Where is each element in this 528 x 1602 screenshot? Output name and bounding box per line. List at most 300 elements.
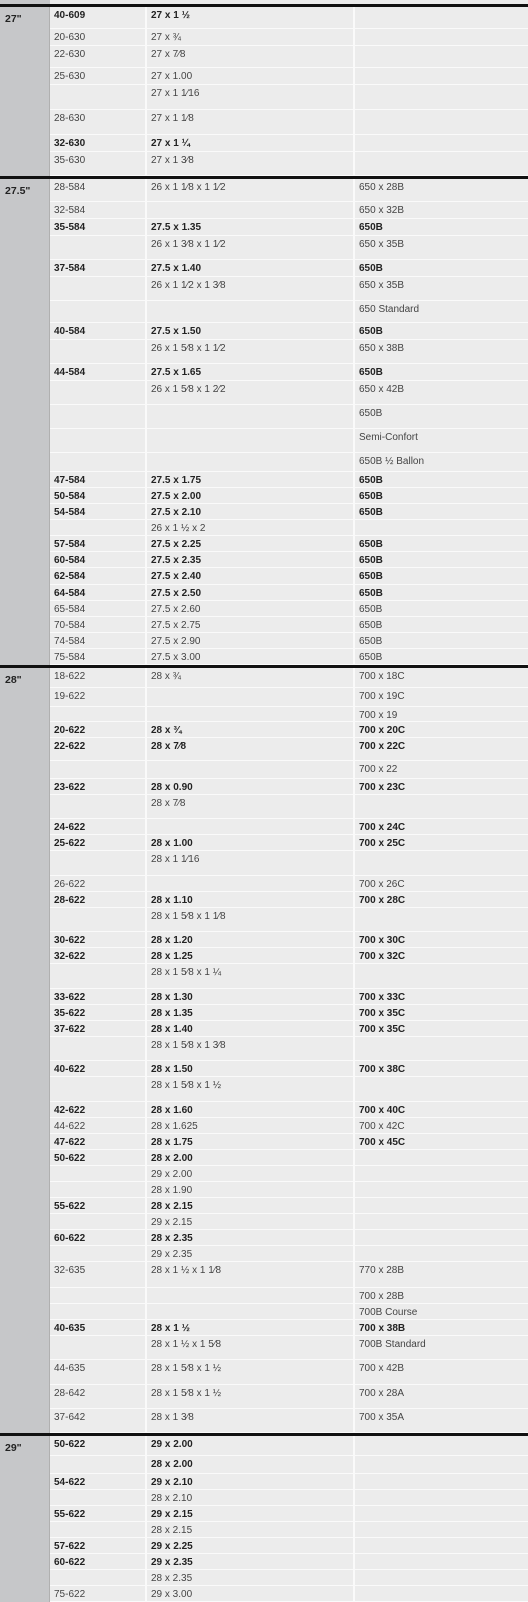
inch-size-cell: 27.5 x 2.40 xyxy=(147,568,355,584)
french-size-cell: 650B xyxy=(359,408,383,419)
inch-size-cell: 28 x 1.35 xyxy=(147,1005,355,1020)
french-size-cell xyxy=(355,1037,528,1060)
table-row xyxy=(50,908,528,932)
inch-size-cell xyxy=(147,405,355,428)
table-row xyxy=(50,876,528,892)
french-size-cell: 650B xyxy=(359,636,383,647)
french-size-cell: 650 x 35B xyxy=(359,239,405,250)
french-size-cell: 700 x 22C xyxy=(359,741,406,752)
french-size-cell: 700 x 42B xyxy=(359,1363,405,1374)
table-row xyxy=(50,779,528,795)
table-row xyxy=(50,1409,528,1433)
etrto-cell: 40-584 xyxy=(50,323,147,339)
inch-size-cell: 27 x 1 1⁄16 xyxy=(147,85,355,109)
etrto-cell: 40-635 xyxy=(50,1320,147,1335)
table-row xyxy=(50,1037,528,1061)
table-row xyxy=(50,738,528,761)
etrto-cell: 32-584 xyxy=(50,202,147,218)
etrto-cell: 28-630 xyxy=(50,110,147,134)
french-size-cell: 650 x 38B xyxy=(359,343,405,354)
table-row xyxy=(50,668,528,688)
etrto-cell: 40-609 xyxy=(50,7,147,28)
table-row xyxy=(50,1077,528,1102)
etrto-cell xyxy=(50,429,147,452)
table-row xyxy=(50,1198,528,1214)
table-row xyxy=(50,1214,528,1230)
etrto-cell: 47-584 xyxy=(50,472,147,487)
wheel-size-group xyxy=(0,1436,528,1602)
table-row xyxy=(50,1385,528,1409)
wheel-size-label: 29" xyxy=(0,1436,50,1602)
etrto-cell xyxy=(50,453,147,471)
inch-size-cell xyxy=(147,688,355,706)
size-rows xyxy=(50,179,528,665)
etrto-cell: 35-630 xyxy=(50,152,147,175)
french-size-cell: 700 x 45C xyxy=(359,1137,406,1148)
etrto-cell: 44-635 xyxy=(50,1360,147,1384)
french-size-cell xyxy=(355,1522,528,1537)
inch-size-cell xyxy=(147,301,355,322)
inch-size-cell: 28 x 2.35 xyxy=(147,1570,355,1585)
table-row xyxy=(50,1554,528,1570)
etrto-cell xyxy=(50,908,147,931)
table-row xyxy=(50,179,528,202)
wheel-size-group xyxy=(0,179,528,668)
table-row xyxy=(50,1474,528,1490)
etrto-cell: 20-622 xyxy=(50,722,147,737)
french-size-cell xyxy=(355,1490,528,1505)
table-row xyxy=(50,722,528,738)
table-row xyxy=(50,1118,528,1134)
french-size-cell: 700 x 24C xyxy=(359,822,406,833)
inch-size-cell: 27.5 x 2.35 xyxy=(147,552,355,567)
inch-size-cell: 26 x 1 1⁄8 x 1 1⁄2 xyxy=(147,179,355,201)
etrto-cell xyxy=(50,1336,147,1359)
table-row xyxy=(50,552,528,568)
french-size-cell: 650B xyxy=(359,571,383,582)
etrto-cell: 32-622 xyxy=(50,948,147,963)
etrto-cell: 28-642 xyxy=(50,1385,147,1408)
french-size-cell xyxy=(355,1570,528,1585)
inch-size-cell: 29 x 2.35 xyxy=(147,1246,355,1261)
etrto-cell: 62-584 xyxy=(50,568,147,584)
etrto-cell: 75-584 xyxy=(50,649,147,664)
french-size-cell xyxy=(355,1230,528,1245)
table-row xyxy=(50,1262,528,1288)
etrto-cell: 75-622 xyxy=(50,1586,147,1601)
table-row xyxy=(50,835,528,851)
table-row xyxy=(50,301,528,323)
french-size-cell: 700 x 32C xyxy=(359,951,406,962)
inch-size-cell: 28 x 0.90 xyxy=(147,779,355,794)
inch-size-cell: 27.5 x 2.60 xyxy=(147,601,355,616)
table-row xyxy=(50,68,528,85)
table-row xyxy=(50,1360,528,1385)
inch-size-cell xyxy=(147,1304,355,1319)
french-size-cell xyxy=(355,135,528,151)
table-row xyxy=(50,1320,528,1336)
inch-size-cell: 28 x 1.60 xyxy=(147,1102,355,1117)
etrto-cell: 28-622 xyxy=(50,892,147,907)
french-size-cell: 650 x 42B xyxy=(359,384,405,395)
inch-size-cell: 27 x 1.00 xyxy=(147,68,355,84)
table-row xyxy=(50,1538,528,1554)
inch-size-cell: 28 x 1.40 xyxy=(147,1021,355,1036)
table-row xyxy=(50,364,528,381)
inch-size-cell: 27.5 x 1.75 xyxy=(147,472,355,487)
inch-size-cell: 28 x 2.15 xyxy=(147,1522,355,1537)
table-row xyxy=(50,688,528,707)
wheel-size-group xyxy=(0,7,528,179)
inch-size-cell: 27.5 x 3.00 xyxy=(147,649,355,664)
table-top-border xyxy=(0,0,528,7)
french-size-cell xyxy=(355,1456,528,1473)
size-rows xyxy=(50,1436,528,1602)
french-size-cell: 650B xyxy=(359,491,383,502)
etrto-cell: 18-622 xyxy=(50,668,147,687)
table-row xyxy=(50,1230,528,1246)
etrto-cell xyxy=(50,1570,147,1585)
etrto-cell xyxy=(50,1166,147,1181)
table-row xyxy=(50,152,528,176)
inch-size-cell: 28 x 1 5⁄8 x 1 3⁄8 xyxy=(147,1037,355,1060)
french-size-cell: 650B ½ Ballon xyxy=(359,456,425,467)
french-size-cell: 700 x 38B xyxy=(359,1323,406,1334)
french-size-cell: 700 x 19C xyxy=(359,691,405,702)
inch-size-cell: 28 x 1.10 xyxy=(147,892,355,907)
inch-size-cell: 28 x 1 ½ x 1 5⁄8 xyxy=(147,1336,355,1359)
french-size-cell xyxy=(355,1214,528,1229)
french-size-cell xyxy=(355,1182,528,1197)
french-size-cell: 650B xyxy=(359,326,383,337)
inch-size-cell: 28 x 1 5⁄8 x 1 ½ xyxy=(147,1360,355,1384)
french-size-cell: 700 x 35C xyxy=(359,1024,406,1035)
inch-size-cell: 29 x 2.25 xyxy=(147,1538,355,1553)
etrto-cell: 22-630 xyxy=(50,46,147,67)
inch-size-cell: 27.5 x 2.25 xyxy=(147,536,355,551)
french-size-cell: 650B xyxy=(359,507,383,518)
etrto-cell xyxy=(50,1246,147,1261)
table-row xyxy=(50,1522,528,1538)
french-size-cell: 650B xyxy=(359,620,383,631)
etrto-cell: 70-584 xyxy=(50,617,147,632)
inch-size-cell: 29 x 2.10 xyxy=(147,1474,355,1489)
french-size-cell: 770 x 28B xyxy=(359,1265,405,1276)
etrto-cell: 19-622 xyxy=(50,688,147,706)
table-row xyxy=(50,1456,528,1474)
inch-size-cell xyxy=(147,707,355,721)
inch-size-cell: 27.5 x 1.50 xyxy=(147,323,355,339)
table-row xyxy=(50,1061,528,1077)
french-size-cell: 650B xyxy=(359,604,383,615)
etrto-cell: 32-635 xyxy=(50,1262,147,1287)
etrto-cell xyxy=(50,1077,147,1101)
etrto-cell: 28-584 xyxy=(50,179,147,201)
inch-size-cell: 28 x 1.25 xyxy=(147,948,355,963)
table-row xyxy=(50,761,528,779)
french-size-cell xyxy=(355,795,528,818)
etrto-cell: 37-642 xyxy=(50,1409,147,1432)
inch-size-cell: 28 x 1 5⁄8 x 1 1⁄8 xyxy=(147,908,355,931)
french-size-cell xyxy=(355,152,528,175)
table-row xyxy=(50,1021,528,1037)
etrto-cell: 33-622 xyxy=(50,989,147,1004)
etrto-cell xyxy=(50,301,147,322)
inch-size-cell: 28 x 1.30 xyxy=(147,989,355,1004)
french-size-cell xyxy=(355,46,528,67)
table-row xyxy=(50,1182,528,1198)
etrto-cell xyxy=(50,381,147,404)
table-row xyxy=(50,110,528,135)
inch-size-cell: 27 x 1 3⁄8 xyxy=(147,152,355,175)
table-row xyxy=(50,989,528,1005)
etrto-cell: 22-622 xyxy=(50,738,147,760)
etrto-cell xyxy=(50,1522,147,1537)
inch-size-cell: 28 x 1.20 xyxy=(147,932,355,947)
size-rows xyxy=(50,7,528,176)
etrto-cell: 55-622 xyxy=(50,1198,147,1213)
etrto-cell xyxy=(50,85,147,109)
etrto-cell: 44-584 xyxy=(50,364,147,380)
french-size-cell: 650B xyxy=(359,555,383,566)
inch-size-cell: 28 x 1 3⁄8 xyxy=(147,1409,355,1432)
inch-size-cell: 29 x 3.00 xyxy=(147,1586,355,1601)
french-size-cell xyxy=(355,1198,528,1213)
french-size-cell xyxy=(355,1586,528,1601)
french-size-cell xyxy=(355,1150,528,1165)
etrto-cell xyxy=(50,1182,147,1197)
table-row xyxy=(50,707,528,722)
inch-size-cell: 27.5 x 1.65 xyxy=(147,364,355,380)
etrto-cell: 25-630 xyxy=(50,68,147,84)
french-size-cell: 650B xyxy=(359,652,383,663)
french-size-cell: 700 x 23C xyxy=(359,782,406,793)
inch-size-cell: 28 x 2.10 xyxy=(147,1490,355,1505)
inch-size-cell: 27 x 1 1⁄8 xyxy=(147,110,355,134)
table-row xyxy=(50,1166,528,1182)
french-size-cell: 700B Standard xyxy=(359,1339,426,1350)
french-size-cell: 700 x 35A xyxy=(359,1412,405,1423)
french-size-cell: 700 x 35C xyxy=(359,1008,406,1019)
table-row xyxy=(50,1336,528,1360)
french-size-cell xyxy=(355,908,528,931)
inch-size-cell: 27 x 1 ½ xyxy=(147,7,355,28)
table-row xyxy=(50,1246,528,1262)
inch-size-cell: 27 x ¾ xyxy=(147,29,355,45)
etrto-cell: 32-630 xyxy=(50,135,147,151)
french-size-cell xyxy=(355,1474,528,1489)
inch-size-cell: 27.5 x 2.75 xyxy=(147,617,355,632)
inch-size-cell: 26 x 1 ½ x 2 xyxy=(147,520,355,535)
french-size-cell: 650 x 32B xyxy=(359,205,405,216)
french-size-cell xyxy=(355,7,528,28)
inch-size-cell xyxy=(147,1288,355,1303)
french-size-cell: 700B Course xyxy=(359,1307,418,1318)
etrto-cell: 37-622 xyxy=(50,1021,147,1036)
inch-size-cell: 28 x 7⁄8 xyxy=(147,795,355,818)
french-size-cell: 700 x 38C xyxy=(359,1064,406,1075)
table-row xyxy=(50,795,528,819)
inch-size-cell: 27.5 x 2.00 xyxy=(147,488,355,503)
french-size-cell: 650B xyxy=(359,539,383,550)
inch-size-cell: 28 x 1 5⁄8 x 1 ½ xyxy=(147,1077,355,1101)
table-row xyxy=(50,585,528,601)
etrto-cell: 54-584 xyxy=(50,504,147,519)
etrto-cell: 54-622 xyxy=(50,1474,147,1489)
etrto-cell: 47-622 xyxy=(50,1134,147,1149)
french-size-cell: 650 x 28B xyxy=(359,182,405,193)
table-row xyxy=(50,405,528,429)
table-row xyxy=(50,236,528,260)
french-size-cell: 700 x 28C xyxy=(359,895,406,906)
inch-size-cell: 28 x 1.00 xyxy=(147,835,355,850)
etrto-cell xyxy=(50,1037,147,1060)
french-size-cell: 650B xyxy=(359,588,383,599)
etrto-cell xyxy=(50,340,147,363)
french-size-cell: 700 x 19 xyxy=(359,710,398,721)
inch-size-cell xyxy=(147,453,355,471)
etrto-cell: 23-622 xyxy=(50,779,147,794)
table-row xyxy=(50,601,528,617)
inch-size-cell xyxy=(147,876,355,891)
inch-size-cell: 28 x 1.90 xyxy=(147,1182,355,1197)
wheel-size-label: 28" xyxy=(0,668,50,1433)
inch-size-cell: 27.5 x 2.50 xyxy=(147,585,355,600)
french-size-cell: 700 x 25C xyxy=(359,838,406,849)
table-row xyxy=(50,819,528,835)
table-row xyxy=(50,964,528,989)
table-row xyxy=(50,340,528,364)
etrto-cell: 20-630 xyxy=(50,29,147,45)
etrto-cell: 65-584 xyxy=(50,601,147,616)
etrto-cell: 26-622 xyxy=(50,876,147,891)
inch-size-cell: 28 x 7⁄8 xyxy=(147,738,355,760)
etrto-cell xyxy=(50,761,147,778)
inch-size-cell: 28 x 2.15 xyxy=(147,1198,355,1213)
inch-size-cell: 29 x 2.00 xyxy=(147,1166,355,1181)
inch-size-cell: 28 x 2.35 xyxy=(147,1230,355,1245)
table-row xyxy=(50,453,528,472)
table-row xyxy=(50,633,528,649)
inch-size-cell: 26 x 1 5⁄8 x 1 2⁄2 xyxy=(147,381,355,404)
etrto-cell: 44-622 xyxy=(50,1118,147,1133)
inch-size-cell: 28 x ¾ xyxy=(147,668,355,687)
table-row xyxy=(50,1288,528,1304)
inch-size-cell: 26 x 1 3⁄8 x 1 1⁄2 xyxy=(147,236,355,259)
etrto-cell: 74-584 xyxy=(50,633,147,648)
table-row xyxy=(50,488,528,504)
french-size-cell xyxy=(355,29,528,45)
etrto-cell: 60-622 xyxy=(50,1230,147,1245)
inch-size-cell: 28 x 1.50 xyxy=(147,1061,355,1076)
french-size-cell: 700 x 33C xyxy=(359,992,406,1003)
french-size-cell xyxy=(355,1436,528,1455)
french-size-cell xyxy=(355,1246,528,1261)
etrto-cell: 25-622 xyxy=(50,835,147,850)
table-row xyxy=(50,1490,528,1506)
table-row xyxy=(50,1005,528,1021)
etrto-cell: 42-622 xyxy=(50,1102,147,1117)
table-row xyxy=(50,1506,528,1522)
inch-size-cell: 28 x 1.75 xyxy=(147,1134,355,1149)
etrto-cell xyxy=(50,1288,147,1303)
french-size-cell xyxy=(355,1077,528,1101)
french-size-cell: 700 x 40C xyxy=(359,1105,406,1116)
french-size-cell: 650B xyxy=(359,367,383,378)
size-rows xyxy=(50,668,528,1433)
table-row xyxy=(50,135,528,152)
french-size-cell: 700 x 30C xyxy=(359,935,406,946)
french-size-cell: 650B xyxy=(359,222,383,233)
inch-size-cell: 29 x 2.00 xyxy=(147,1436,355,1455)
french-size-cell xyxy=(355,85,528,109)
etrto-cell: 57-622 xyxy=(50,1538,147,1553)
table-row xyxy=(50,1304,528,1320)
french-size-cell: 700 x 26C xyxy=(359,879,405,890)
french-size-cell: 650 Standard xyxy=(359,304,420,315)
wheel-size-group xyxy=(0,668,528,1436)
table-row xyxy=(50,948,528,964)
french-size-cell xyxy=(355,1538,528,1553)
inch-size-cell: 26 x 1 5⁄8 x 1 1⁄2 xyxy=(147,340,355,363)
etrto-cell xyxy=(50,405,147,428)
table-row xyxy=(50,617,528,633)
inch-size-cell: 28 x 2.00 xyxy=(147,1456,355,1473)
etrto-cell: 40-622 xyxy=(50,1061,147,1076)
french-size-cell xyxy=(355,68,528,84)
french-size-cell xyxy=(355,1554,528,1569)
french-size-cell: 700 x 20C xyxy=(359,725,406,736)
inch-size-cell: 28 x 1 5⁄8 x 1 ¼ xyxy=(147,964,355,988)
inch-size-cell: 28 x 1.625 xyxy=(147,1118,355,1133)
etrto-cell: 55-622 xyxy=(50,1506,147,1521)
table-row xyxy=(50,504,528,520)
french-size-cell xyxy=(355,1166,528,1181)
etrto-cell xyxy=(50,1304,147,1319)
table-row xyxy=(50,851,528,876)
etrto-cell xyxy=(50,1490,147,1505)
inch-size-cell xyxy=(147,761,355,778)
etrto-cell: 50-622 xyxy=(50,1436,147,1455)
etrto-cell: 30-622 xyxy=(50,932,147,947)
french-size-cell xyxy=(355,1506,528,1521)
table-row xyxy=(50,260,528,277)
etrto-cell xyxy=(50,964,147,988)
etrto-cell: 37-584 xyxy=(50,260,147,276)
etrto-cell: 64-584 xyxy=(50,585,147,600)
french-size-cell: Semi-Confort xyxy=(359,432,418,443)
table-row xyxy=(50,568,528,585)
table-row xyxy=(50,429,528,453)
inch-size-cell: 28 x 1 1⁄16 xyxy=(147,851,355,875)
etrto-cell: 35-622 xyxy=(50,1005,147,1020)
table-row xyxy=(50,381,528,405)
french-size-cell xyxy=(355,520,528,535)
french-size-cell: 650B xyxy=(359,475,383,486)
etrto-cell xyxy=(50,1456,147,1473)
wheel-size-label: 27.5" xyxy=(0,179,50,665)
etrto-cell xyxy=(50,1214,147,1229)
inch-size-cell: 26 x 1 1⁄2 x 1 3⁄8 xyxy=(147,277,355,300)
table-row xyxy=(50,472,528,488)
etrto-cell xyxy=(50,520,147,535)
french-size-cell: 650 x 35B xyxy=(359,280,405,291)
table-row xyxy=(50,649,528,665)
french-size-cell: 700 x 28A xyxy=(359,1388,405,1399)
inch-size-cell: 27.5 x 1.35 xyxy=(147,219,355,235)
inch-size-cell: 28 x 1 ½ xyxy=(147,1320,355,1335)
french-size-cell: 650B xyxy=(359,263,383,274)
